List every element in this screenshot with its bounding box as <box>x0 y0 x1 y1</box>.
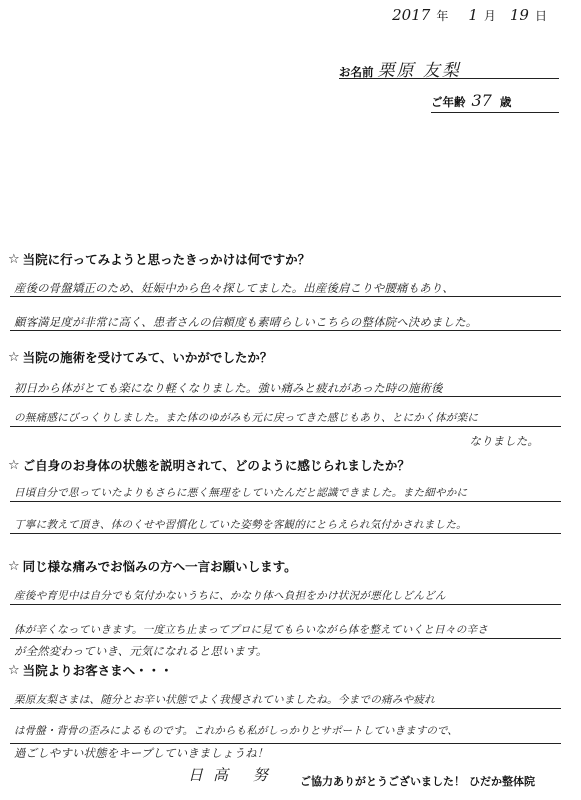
star-icon: ☆ <box>8 251 20 267</box>
answer-4-line-2: 体が辛くなっていきます。一度立ち止まってプロに見てもらいながら体を整えていくと日々の辛さ <box>14 624 489 636</box>
answer-4-line-1: 産後や育児中は自分でも気付かないうちに、かなり体へ負担をかけ状況が悪化しどんどん <box>14 590 446 602</box>
date-month-unit: 月 <box>483 9 496 23</box>
age-unit: 歳 <box>499 95 512 109</box>
age-label: ご年齢 <box>431 95 466 109</box>
answer-2-line-3: なりました。 <box>469 434 539 448</box>
staff-signature: 日高 努 <box>188 766 278 784</box>
question-text: ご自身のお身体の状態を説明されて、どのように感じられましたか？ <box>22 458 410 473</box>
question-4 <box>8 557 297 575</box>
answer-line <box>10 426 561 427</box>
answer-line <box>10 330 561 331</box>
question-1 <box>8 250 310 268</box>
answer-1-line-1: 産後の骨盤矯正のため、妊娠中から色々探してました。出産後肩こりや腰痛もあり、 <box>14 281 454 295</box>
answer-line <box>10 638 561 639</box>
answer-3-line-1: 日頃自分で思っていたよりもさらに悪く無理をしていたんだと認識できました。また細やかに <box>14 487 468 499</box>
date-day: 19 <box>509 6 529 24</box>
answer-line <box>10 396 561 397</box>
answer-line <box>10 296 561 297</box>
star-icon: ☆ <box>8 662 20 678</box>
question-3 <box>8 456 410 474</box>
date-year: 2017 <box>392 6 431 24</box>
answer-line <box>10 743 561 744</box>
question-text: 当院に行ってみようと思ったきっかけは何ですか？ <box>22 252 311 267</box>
question-text: 同じ様な痛みでお悩みの方へ一言お願いします。 <box>22 559 297 574</box>
thanks-message: ご協力ありがとうございました！ <box>300 775 465 788</box>
question-text: 当院よりお客さまへ・・・ <box>22 663 173 678</box>
answer-line <box>10 533 561 534</box>
question-5 <box>8 661 173 679</box>
answer-line <box>10 501 561 502</box>
date <box>392 6 547 24</box>
answer-2-line-2: の無痛感にびっくりしました。また体のゆがみも元に戻ってきた感じもあり、とにかく体が楽に <box>14 412 479 424</box>
star-icon: ☆ <box>8 558 20 574</box>
answer-4-line-3: が全然変わっていき、元気になれると思います。 <box>14 644 268 658</box>
name-label: お名前 <box>339 65 374 79</box>
date-month: 1 <box>468 6 478 24</box>
star-icon: ☆ <box>8 457 20 473</box>
age-field <box>431 91 511 110</box>
answer-2-line-1: 初日から体がとても楽になり軽くなりました。強い痛みと疲れがあった時の施術後 <box>14 381 443 395</box>
clinic-name: ひだか整体院 <box>469 775 535 788</box>
star-icon: ☆ <box>8 349 20 365</box>
question-text: 当院の施術を受けてみて、いかがでしたか？ <box>22 350 273 365</box>
answer-1-line-2: 顧客満足度が非常に高く、患者さんの信頼度も素晴らしいこちらの整体院へ決めました。 <box>14 315 478 329</box>
answer-line <box>10 708 561 709</box>
name-value: 栗原 友梨 <box>377 61 461 81</box>
age-value: 37 <box>471 91 492 110</box>
name-underline <box>339 78 559 79</box>
answer-5-line-2: は骨盤・背骨の歪みによるものです。これからも私がしっかりとサポートしていきますので、 <box>14 725 458 737</box>
answer-3-line-2: 丁寧に教えて頂き、体のくせや習慣化していた姿勢を客観的にとらえられ気付かされました。 <box>14 519 467 531</box>
date-year-unit: 年 <box>436 9 449 23</box>
answer-line <box>10 604 561 605</box>
answer-5-line-1: 栗原友梨さまは、随分とお辛い状態でよく我慢されていましたね。今までの痛みや疲れ <box>14 694 435 706</box>
question-2 <box>8 348 272 366</box>
answer-5-line-3: 過ごしやすい状態をキープしていきましょうね！ <box>14 746 269 760</box>
age-underline <box>431 112 559 113</box>
date-day-unit: 日 <box>534 9 547 23</box>
